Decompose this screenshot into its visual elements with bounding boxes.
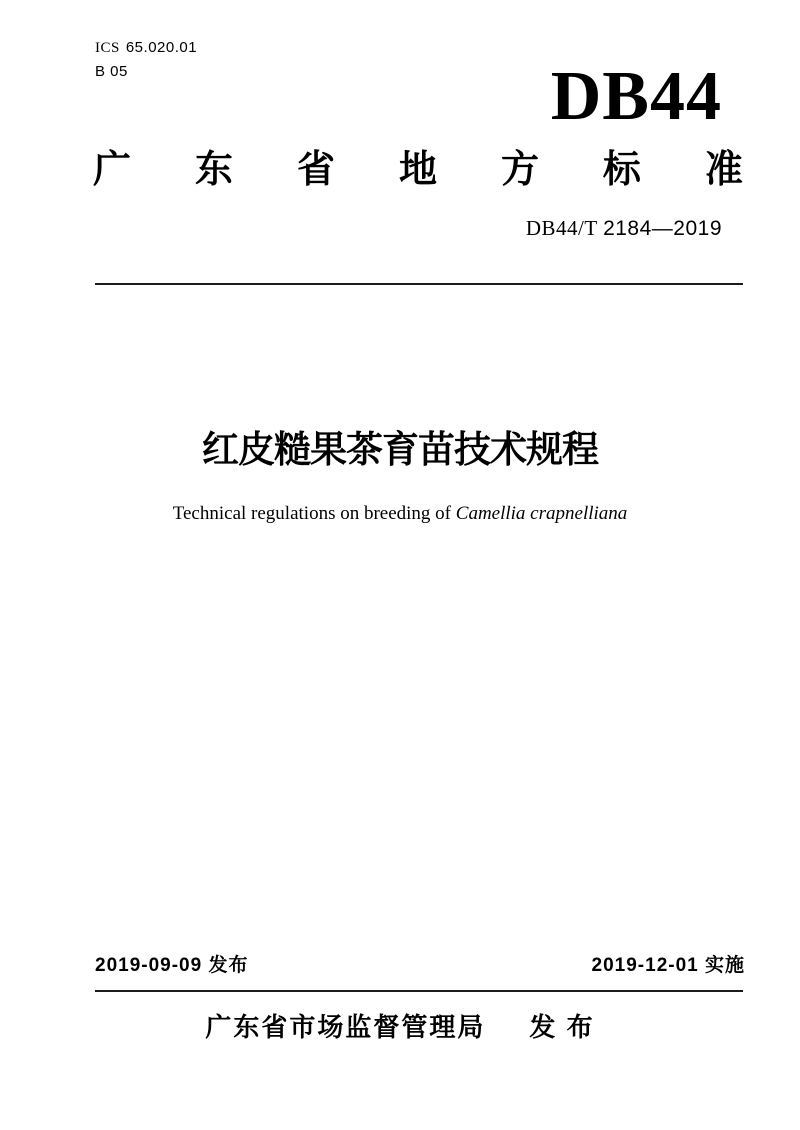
ics-label: ICS bbox=[95, 40, 120, 56]
document-title-cn: 红皮糙果茶育苗技术规程 bbox=[202, 429, 598, 470]
implementation-date: 2019-12-01 实施 bbox=[591, 955, 745, 976]
footer-divider-rule bbox=[95, 990, 743, 992]
release-label: 发 布 bbox=[529, 1012, 595, 1042]
standard-type-char: 方 bbox=[500, 149, 539, 191]
ics-classification-block bbox=[95, 36, 197, 84]
standard-type-char: 省 bbox=[296, 149, 335, 191]
ics-code: 65.020.01 bbox=[125, 39, 198, 56]
issue-date: 2019-09-09 发布 bbox=[95, 955, 249, 976]
standard-type-char: 准 bbox=[704, 149, 743, 191]
standard-type-char: 广 bbox=[93, 149, 132, 191]
standard-type-char: 标 bbox=[602, 149, 641, 191]
title-en-species-name: Camellia crapnelliana bbox=[455, 503, 628, 524]
issuing-authority: 广东省市场监督管理局 bbox=[205, 1012, 486, 1042]
publisher-row bbox=[0, 1012, 800, 1043]
standard-type-title bbox=[93, 150, 743, 192]
standard-code bbox=[526, 216, 722, 241]
db44-logo: DB44 bbox=[550, 58, 722, 135]
header-divider-rule bbox=[95, 283, 743, 285]
standard-code-number: 2184—2019 bbox=[603, 217, 722, 240]
standard-type-char: 地 bbox=[398, 149, 437, 191]
dates-row bbox=[95, 954, 745, 979]
standard-type-char: 东 bbox=[194, 149, 233, 191]
title-en-text: Technical regulations on breeding of bbox=[172, 503, 456, 524]
document-title-en bbox=[0, 502, 800, 527]
standard-code-prefix: DB44/T bbox=[525, 216, 604, 240]
classification-code: B 05 bbox=[95, 63, 128, 80]
ics-line bbox=[95, 36, 197, 60]
